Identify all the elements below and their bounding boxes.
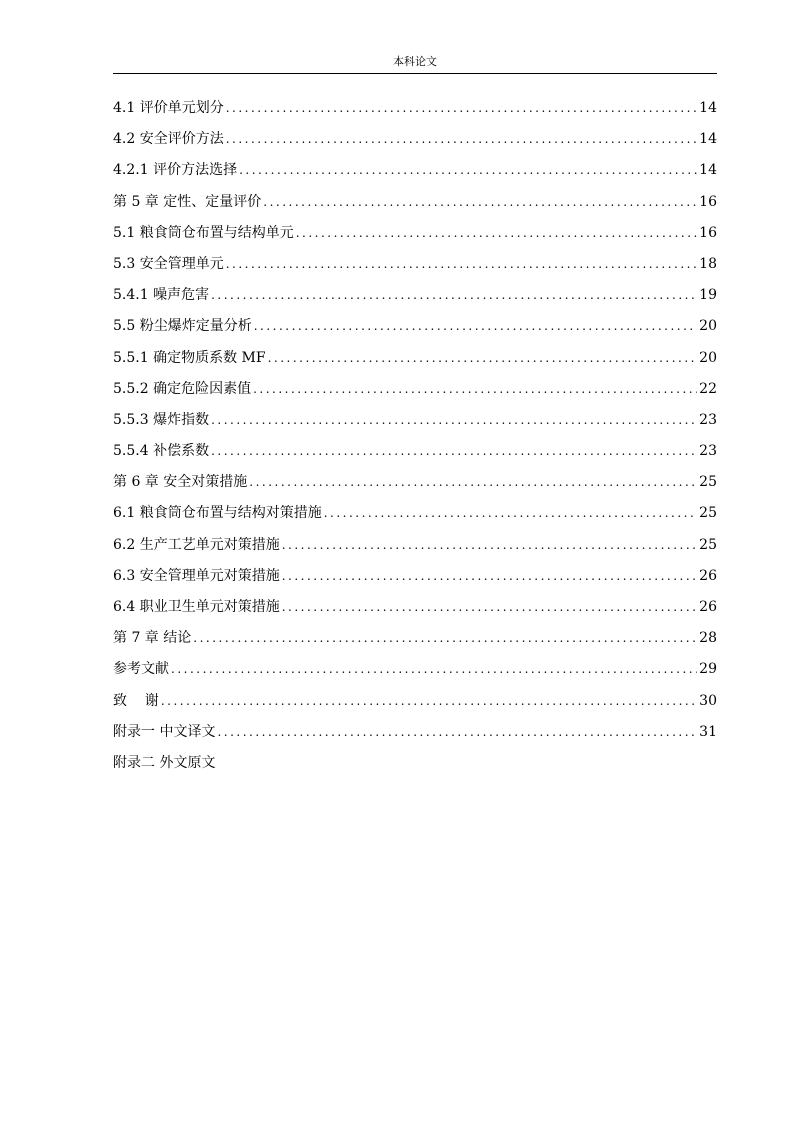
- toc-dot-leader: [211, 285, 697, 305]
- toc-entry-title: 5.1 粮食筒仓布置与结构单元: [113, 224, 294, 241]
- toc-entry[interactable]: [113, 98, 717, 129]
- toc-entry-title: 致 谢: [113, 692, 159, 709]
- toc-entry-page: 18: [699, 255, 717, 272]
- toc-entry-page: 23: [699, 443, 717, 460]
- toc-entry-page: 25: [699, 474, 717, 491]
- toc-dot-leader: [249, 472, 697, 492]
- toc-entry-page: 19: [699, 287, 717, 304]
- toc-dot-leader: [226, 254, 697, 274]
- table-of-contents: [113, 98, 717, 784]
- toc-entry-title: 6.4 职业卫生单元对策措施: [113, 599, 280, 615]
- toc-dot-leader: [226, 98, 697, 118]
- toc-entry-title: 附录二 外文原文: [113, 754, 216, 771]
- toc-dot-leader: [282, 597, 697, 617]
- toc-entry[interactable]: [113, 472, 717, 503]
- toc-entry[interactable]: [113, 129, 717, 160]
- toc-entry[interactable]: [113, 535, 717, 566]
- toc-entry-title: 5.5 粉尘爆炸定量分析: [113, 318, 252, 335]
- toc-dot-leader: [193, 628, 697, 648]
- toc-entry-title: 第 5 章 定性、定量评价: [113, 193, 262, 210]
- toc-entry[interactable]: [113, 753, 717, 784]
- toc-dot-leader: [226, 129, 697, 149]
- toc-entry[interactable]: [113, 691, 717, 722]
- toc-entry-page: 14: [699, 162, 717, 179]
- toc-entry-title: 4.1 评价单元划分: [113, 100, 224, 116]
- toc-entry-page: 20: [699, 349, 717, 366]
- toc-entry-page: 29: [699, 661, 717, 678]
- toc-entry[interactable]: [113, 628, 717, 659]
- toc-entry-title: 5.5.2 确定危险因素值: [113, 380, 252, 397]
- toc-dot-leader: [282, 535, 697, 555]
- toc-entry-title: 第 7 章 结论: [113, 630, 192, 647]
- header-rule: [113, 73, 717, 74]
- toc-entry-page: 30: [699, 692, 717, 709]
- toc-entry-title: 第 6 章 安全对策措施: [113, 474, 248, 491]
- toc-dot-leader: [263, 192, 697, 212]
- toc-dot-leader: [324, 503, 697, 523]
- toc-entry-page: 25: [699, 505, 717, 522]
- toc-entry-title: 4.2 安全评价方法: [113, 131, 224, 148]
- toc-dot-leader: [296, 223, 697, 243]
- toc-entry-title: 5.5.1 确定物质系数 MF: [113, 349, 266, 366]
- toc-entry[interactable]: [113, 659, 717, 690]
- page-header: 本科论文: [393, 55, 437, 68]
- toc-entry-page: 22: [699, 380, 717, 397]
- toc-dot-leader: [268, 348, 698, 368]
- toc-entry[interactable]: [113, 223, 717, 254]
- toc-dot-leader: [217, 722, 697, 742]
- toc-entry-page: 25: [699, 536, 717, 553]
- toc-entry-page: 31: [699, 723, 717, 740]
- toc-dot-leader: [282, 566, 697, 586]
- toc-entry[interactable]: [113, 316, 717, 347]
- toc-entry[interactable]: [113, 566, 717, 597]
- toc-entry-page: 16: [699, 193, 717, 210]
- toc-entry-page: 16: [699, 224, 717, 241]
- toc-entry[interactable]: [113, 722, 717, 753]
- toc-dot-leader: [253, 379, 697, 399]
- toc-entry-title: 6.3 安全管理单元对策措施: [113, 567, 280, 584]
- toc-entry[interactable]: [113, 348, 717, 379]
- toc-entry-page: 14: [699, 100, 717, 116]
- toc-entry-title: 附录一 中文译文: [113, 723, 216, 740]
- toc-dot-leader: [254, 316, 697, 336]
- toc-entry-title: 5.3 安全管理单元: [113, 255, 224, 272]
- toc-entry[interactable]: [113, 410, 717, 441]
- toc-dot-leader: [211, 410, 697, 430]
- toc-entry[interactable]: [113, 441, 717, 472]
- toc-dot-leader: [211, 441, 697, 461]
- toc-entry-title: 5.5.4 补偿系数: [113, 443, 210, 460]
- toc-entry[interactable]: [113, 192, 717, 223]
- toc-entry[interactable]: [113, 597, 717, 628]
- toc-entry-title: 5.5.3 爆炸指数: [113, 411, 210, 428]
- toc-entry-title: 5.4.1 噪声危害: [113, 287, 210, 304]
- toc-entry[interactable]: [113, 503, 717, 534]
- toc-dot-leader: [171, 659, 697, 679]
- toc-entry-page: 23: [699, 411, 717, 428]
- toc-entry-page: 14: [699, 131, 717, 148]
- toc-entry-page: 20: [699, 318, 717, 335]
- toc-entry-page: 28: [699, 630, 717, 647]
- toc-dot-leader: [161, 691, 697, 711]
- toc-entry-title: 6.2 生产工艺单元对策措施: [113, 536, 280, 553]
- toc-entry-page: 26: [699, 567, 717, 584]
- toc-entry[interactable]: [113, 160, 717, 191]
- toc-dot-leader: [239, 160, 697, 180]
- toc-entry-title: 参考文献: [113, 661, 169, 678]
- toc-entry-title: 4.2.1 评价方法选择: [113, 162, 238, 179]
- toc-entry[interactable]: [113, 379, 717, 410]
- toc-entry[interactable]: [113, 285, 717, 316]
- toc-entry-page: 26: [699, 599, 717, 615]
- toc-entry[interactable]: [113, 254, 717, 285]
- toc-entry-title: 6.1 粮食筒仓布置与结构对策措施: [113, 505, 322, 522]
